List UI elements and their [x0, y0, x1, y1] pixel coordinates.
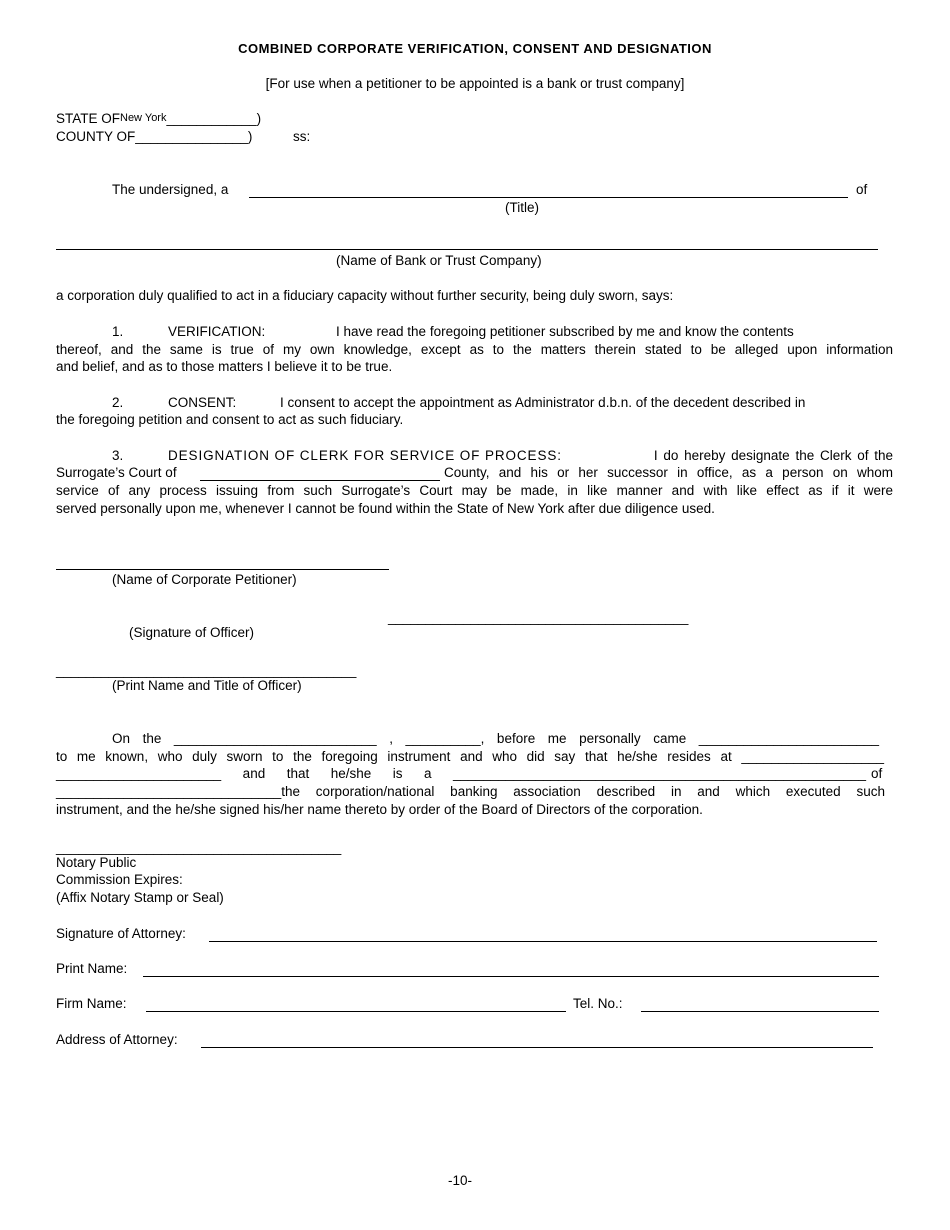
state-blank: ____________)	[166, 111, 262, 126]
officer-signature-field[interactable]: ________________________________________	[388, 610, 689, 625]
section-3-line4: served personally upon me, whenever I cannot be found within the State of New York after due diligence used.	[56, 501, 715, 516]
section-2-heading: CONSENT:	[168, 395, 237, 410]
corporate-petitioner-caption: (Name of Corporate Petitioner)	[112, 572, 297, 587]
state-label: STATE OF	[56, 111, 120, 126]
attorney-signature-field[interactable]	[209, 941, 877, 942]
section-1-number: 1.	[112, 324, 124, 339]
county-label: COUNTY OF	[56, 129, 136, 144]
section-1-line2: thereof, and the same is true of my own knowledge, except as to the matters therein stated to be alleged upon information	[56, 342, 893, 357]
firm-name-field[interactable]	[146, 1011, 566, 1012]
attorney-address-field[interactable]	[201, 1047, 873, 1048]
print-name-field[interactable]	[143, 976, 879, 977]
state-value-field[interactable]: New York	[120, 112, 167, 124]
notary-line4: ______________________________the corporation/national banking association described in and which executed such	[56, 784, 885, 799]
affix-stamp-label: (Affix Notary Stamp or Seal)	[56, 890, 224, 905]
section-3-line2-start: Surrogate’s Court of	[56, 465, 177, 480]
section-2-line2: the foregoing petition and consent to act as such fiduciary.	[56, 412, 404, 427]
tel-field[interactable]	[641, 1011, 879, 1012]
officer-signature-caption: (Signature of Officer)	[129, 625, 255, 640]
title-field[interactable]	[249, 197, 848, 198]
officer-print-name-caption: (Print Name and Title of Officer)	[112, 678, 302, 693]
county-blank-field[interactable]: _______________)	[135, 129, 253, 144]
section-1-line1: I have read the foregoing petitioner subscribed by me and know the contents	[336, 324, 794, 339]
print-name-label: Print Name:	[56, 961, 128, 976]
corporation-statement: a corporation duly qualified to act in a fiduciary capacity without further security, being duly sworn, says:	[56, 288, 674, 303]
commission-expires-label: Commission Expires:	[56, 872, 183, 887]
bank-caption: (Name of Bank or Trust Company)	[336, 253, 542, 268]
section-2-line1: I consent to accept the appointment as Administrator d.b.n. of the decedent described in	[280, 395, 806, 410]
of-label: of	[856, 182, 868, 197]
section-3-line2-end: County, and his or her successor in office, as a person on whom	[444, 465, 893, 480]
ss-label: ss:	[293, 129, 311, 144]
section-2-number: 2.	[112, 395, 124, 410]
section-1-line3: and belief, and as to those matters I believe it to be true.	[56, 359, 393, 374]
notary-public-label: Notary Public	[56, 855, 137, 870]
state-line	[56, 111, 261, 126]
section-3-number: 3.	[112, 448, 124, 463]
page-subtitle: [For use when a petitioner to be appointed is a bank or trust company]	[265, 76, 685, 91]
attorney-signature-label: Signature of Attorney:	[56, 926, 186, 941]
notary-line3: ______________________ and that he/she is a _______________________________________________________	[56, 766, 866, 781]
county-line	[56, 129, 252, 144]
firm-name-label: Firm Name:	[56, 996, 127, 1011]
notary-line5: instrument, and the he/she signed his/her name thereto by order of the Board of Directors of the corporation.	[56, 802, 703, 817]
county-of-court-field[interactable]	[200, 480, 440, 481]
tel-label: Tel. No.:	[573, 996, 623, 1011]
notary-line2: to me known, who duly sworn to the foregoing instrument and who did say that he/she resides at ___________________	[56, 749, 884, 764]
corporate-petitioner-field[interactable]	[56, 569, 389, 570]
notary-signature-field[interactable]: ______________________________________	[56, 840, 342, 855]
attorney-address-label: Address of Attorney:	[56, 1032, 178, 1047]
notary-line3-of: of	[871, 766, 883, 781]
undersigned-label: The undersigned, a	[112, 182, 229, 197]
title-caption: (Title)	[505, 200, 539, 215]
section-1-heading: VERIFICATION:	[168, 324, 266, 339]
page-title: COMBINED CORPORATE VERIFICATION, CONSENT AND DESIGNATION	[238, 41, 712, 56]
page-number: -10-	[447, 1173, 472, 1188]
section-3-heading: DESIGNATION OF CLERK FOR SERVICE OF PROCESS:	[168, 448, 562, 463]
bank-name-field[interactable]	[56, 249, 878, 250]
section-3-line1-end: I do hereby designate the Clerk of the	[653, 448, 893, 463]
officer-print-name-field[interactable]: ________________________________________	[56, 663, 357, 678]
notary-line1: On the ___________________________ , __________, before me personally came ________________________	[112, 731, 879, 746]
section-3-line3: service of any process issuing from such Surrogate’s Court may be made, in like manner and with like effect as if it were	[56, 483, 893, 498]
